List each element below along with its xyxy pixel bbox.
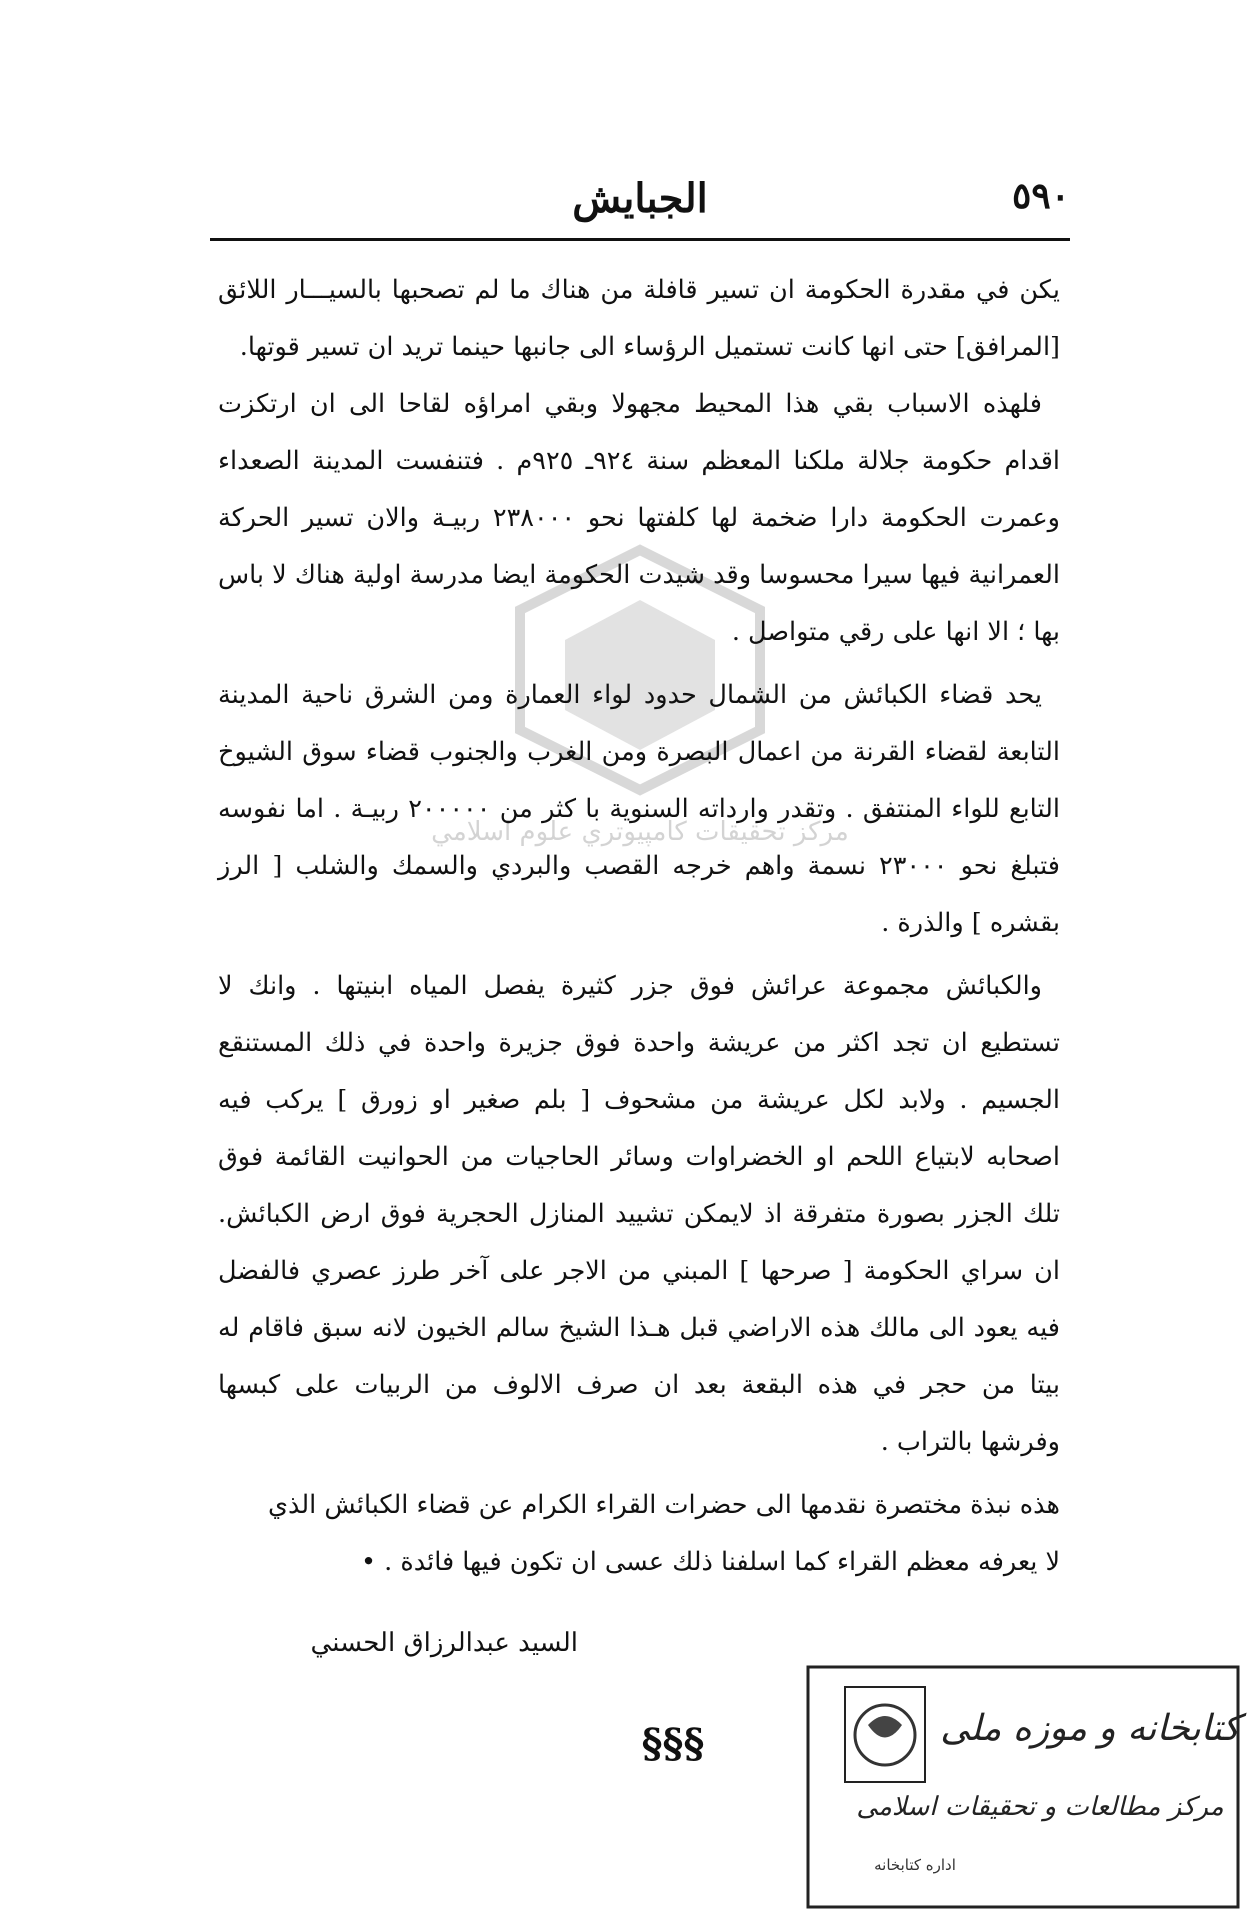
stamp-line-1: کتابخانه و موزه ملی: [940, 1708, 1240, 1749]
library-stamp: [800, 1655, 1250, 1910]
paragraph-3: يحد قضاء الكبائش من الشمال حدود لواء العمارة ومن الشرق ناحية المدينة التابعة لقضاء القرنة من اعمال البصرة ومن الغرب والجنوب قضاء سوق الشيوخ التابع للواء المنتفق . وتقدر وارداته السنوية با كثر من ٢٠٠٠٠٠ ربيـة . اما نفوسه فتبلغ نحو ٢٣٠٠٠ نسمة واهم خرجه القصب والبردي والسمك والشلب [ الرز بقشره ] والذرة .: [218, 680, 1061, 938]
header-rule: [210, 238, 1070, 241]
running-header: [210, 175, 1070, 235]
watermark-caption: مركز تحقيقات كامپيوتري علوم اسلامي: [431, 817, 849, 847]
stamp-border: [808, 1667, 1238, 1907]
page-title: الجبايش: [572, 175, 708, 222]
stamp-line-2: مرکز مطالعات و تحقیقات اسلامی: [856, 1792, 1224, 1822]
paragraph-2: فلهذه الاسباب بقي هذا المحيط مجهولا وبقي امراؤه لقاحا الى ان ارتكزت اقدام حكومة جلالة ملكنا المعظم سنة ٩٢٤ـ ٩٢٥م . فتنفست المدينة الصعداء وعمرت الحكومة دارا ضخمة لها كلفتها نحو ٢٣٨٠٠٠ ربيـة والان تسير الحركة العمرانية فيها سيرا محسوسا وقد شيدت الحكومة ايضا مدرسة اولية هناك لا باس بها ؛ الا انها على رقي متواصل .: [218, 389, 1060, 647]
body-text: [218, 262, 1060, 1591]
page-number: ٥٩٠: [1011, 175, 1070, 217]
paragraph-4: والكبائش مجموعة عرائش فوق جزر كثيرة يفصل المياه ابنيتها . وانك لا تستطيع ان تجد اكثر من عريشة واحدة فوق جزيرة واحدة في ذلك المستنقع الجسيم . ولابد لكل عريشة من مشحوف [ بلم صغير او زورق ] يركب فيه اصحابه لابتياع اللحم او الخضراوات وسائر الحاجيات من الحوانيت القائمة فوق تلك الجزر بصورة متفرقة اذ لايمكن تشييد المنازل الحجرية فوق ارض الكبائش. ان سراي الحكومة [ صرحها ] المبني من الاجر على آخر طرز عصري فالفضل فيه يعود الى مالك هذه الاراضي قبل هـذا الشيخ سالم الخيون لانه سبق فاقام له بيتا من حجر في هذه البقعة بعد ان صرف الالوف من الربيات على كبسها وفرشها بالتراب .: [218, 971, 1060, 1457]
paragraph-5: هذه نبذة مختصرة نقدمها الى حضرات القراء الكرام عن قضاء الكبائش الذي لا يعرفه معظم القراء كما اسلفنا ذلك عسى ان تكون فيها فائدة . •: [268, 1490, 1060, 1577]
end-mark-glyphs: §§§: [641, 1720, 705, 1767]
section-end-mark: [628, 1712, 718, 1772]
author-signature: السيد عبدالرزاق الحسني: [310, 1628, 578, 1658]
stamp-seal-mark-icon: [868, 1716, 902, 1738]
stamp-line-3: اداره کتابخانه: [874, 1856, 956, 1874]
paragraph-1: يكن في مقدرة الحكومة ان تسير قافلة من هناك ما لم تصحبها بالسيـــار اللائق [المرافق] حتى انها كانت تستميل الرؤساء الى جانبها حينما تريد ان تسير قوتها.: [218, 275, 1060, 362]
